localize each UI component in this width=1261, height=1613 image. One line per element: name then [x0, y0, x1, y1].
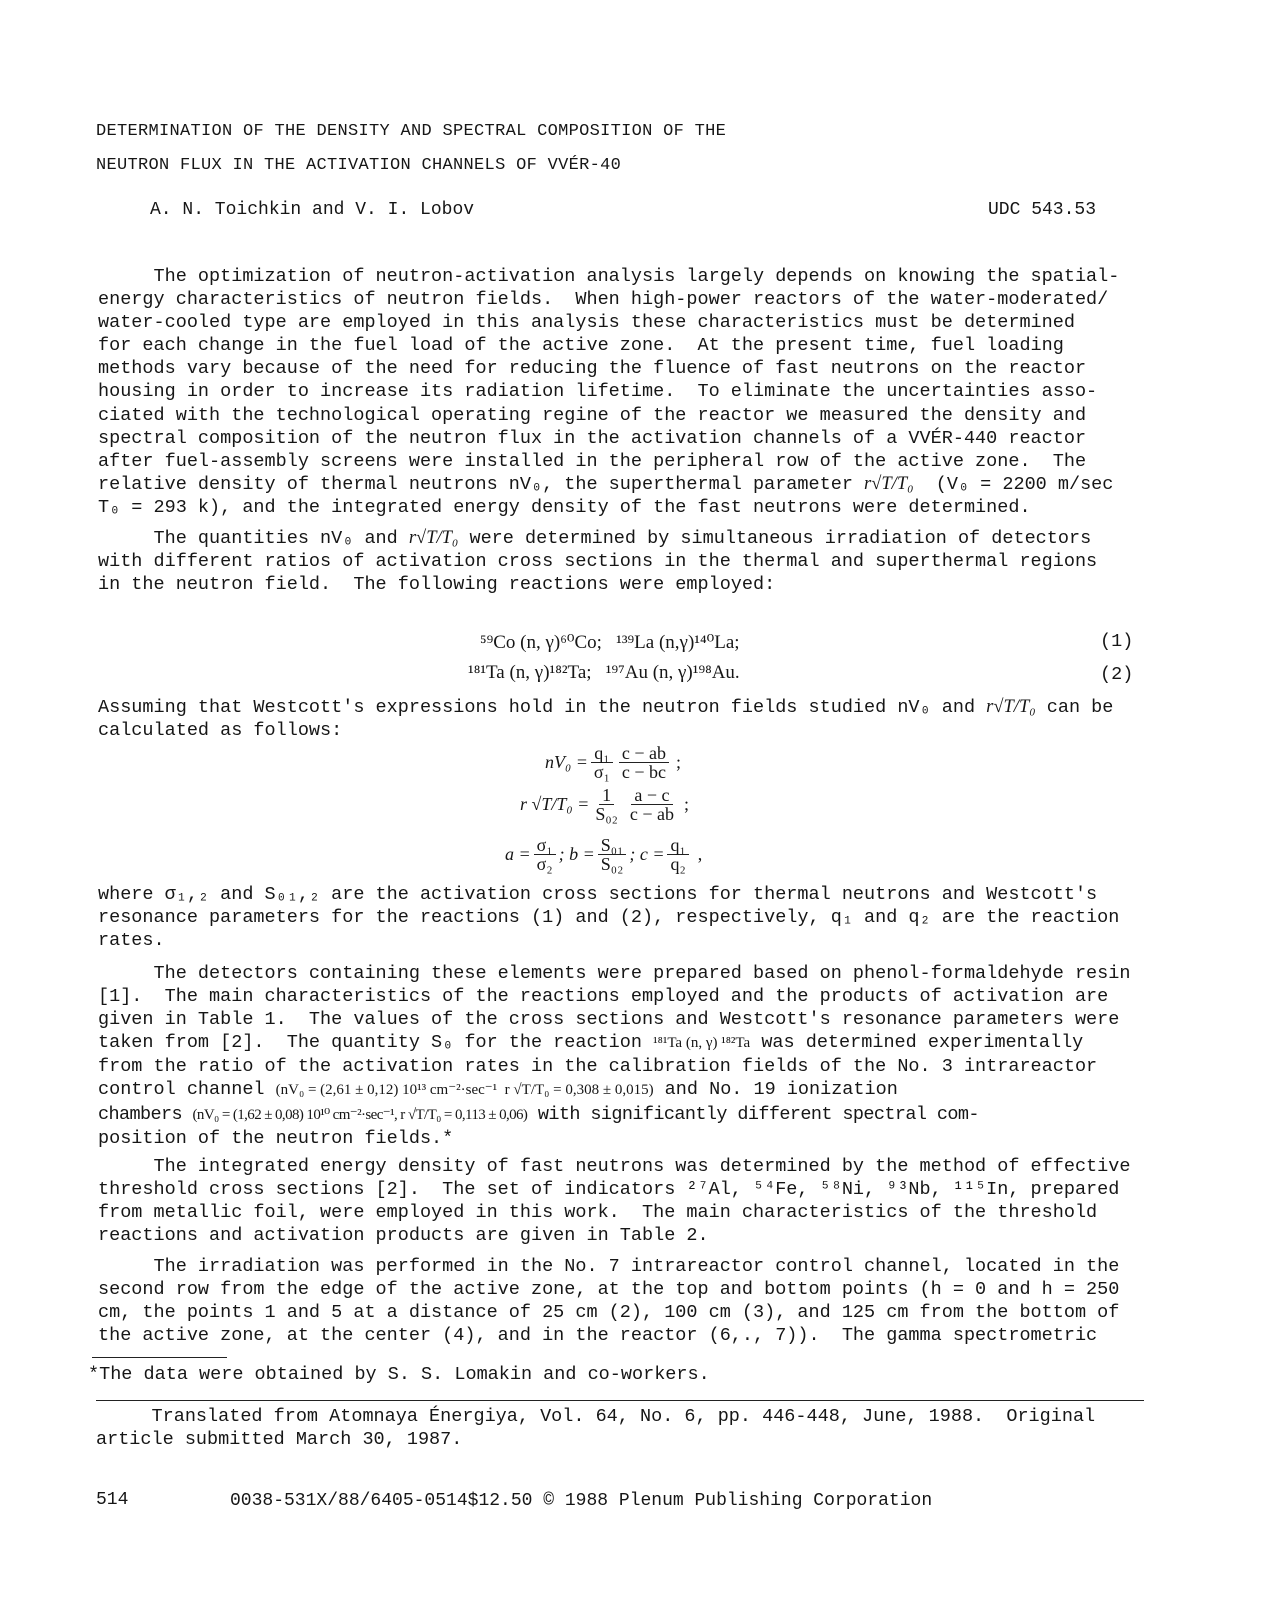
equation-definitions: a = $\frac{\text{σ₁}}{\text{σ₂}}$ ; b = $\frac{\text{S₀₁}}{\text{S₀₂}}$ ; c = $\frac{\text{q₁}}{\text{q₂}}$ ,: [505, 835, 703, 874]
footnote-divider: [92, 1357, 227, 1358]
text-line: threshold cross sections [2]. The set of indicators ²⁷Al, ⁵⁴Fe, ⁵⁸Ni, ⁹³Nb, ¹¹⁵In, prepared: [98, 1179, 1120, 1201]
translation-divider: [96, 1400, 1144, 1401]
text-line: The integrated energy density of fast neutrons was determined by the method of effective: [98, 1156, 1131, 1177]
udc-code: UDC 543.53: [988, 200, 1097, 220]
text-line: second row from the edge of the active zone, at the top and bottom points (h = 0 and h = 250: [98, 1279, 1120, 1301]
text-line: from metallic foil, were employed in this work. The main characteristics of the threshold: [98, 1202, 1098, 1224]
text-line: energy characteristics of neutron fields. When high-power reactors of the water-moderated/: [98, 289, 1109, 311]
translation-line-2: article submitted March 30, 1987.: [96, 1429, 463, 1450]
paragraph-intro: [98, 265, 1188, 519]
inline-math: r√T/T₀: [408, 528, 459, 548]
paragraph-irradiation: [98, 1255, 1188, 1347]
reaction-1: ⁵⁹Co (n, γ)⁶⁰Co; ¹³⁹La (n,γ)¹⁴⁰La;: [480, 632, 740, 653]
text-line: methods vary because of the need for reducing the fluence of fast neutrons on the reactor: [98, 358, 1087, 380]
text-line: where σ₁,₂ and S₀₁,₂ are the activation cross sections for thermal neutrons and Westcott's: [98, 884, 1098, 905]
paragraph-where: [98, 883, 1188, 952]
inline-math: r√T/T₀: [864, 473, 914, 494]
reaction-2: ¹⁸¹Ta (n, γ)¹⁸²Ta; ¹⁹⁷Au (n, γ)¹⁹⁸Au.: [468, 662, 740, 683]
text-line: Assuming that Westcott's expressions hold in the neutron fields studied nV₀ and r√T/T₀ can be: [98, 697, 1114, 718]
authors: A. N. Toichkin and V. I. Lobov: [150, 200, 475, 220]
page-number: 514: [96, 1490, 129, 1510]
text-line: The detectors containing these elements were prepared based on phenol-formaldehyde resin: [98, 963, 1131, 984]
text-line: resonance parameters for the reactions (1) and (2), respectively, q₁ and q₂ are the reaction: [98, 907, 1120, 929]
text-line: water-cooled type are employed in this analysis these characteristics must be determined: [98, 312, 1075, 334]
text-line: after fuel-assembly screens were installed in the peripheral row of the active zone. The: [98, 450, 1087, 472]
text-line: chambers (nV₀ = (1,62 ± 0,08) 10¹⁰ cm⁻²·sec⁻¹, r √T/T₀ = 0,113 ± 0,06) with significantly different spectral com-: [98, 1103, 979, 1125]
translation-note: [96, 1405, 1095, 1451]
text-line: spectral composition of the neutron flux in the activation channels of a VVÉR-440 reactor: [98, 427, 1087, 449]
text-line: T₀ = 293 k), and the integrated energy density of the fast neutrons were determined.: [98, 496, 1031, 518]
text-line: [1]. The main characteristics of the reactions employed and the products of activation are: [98, 986, 1109, 1008]
equation-superthermal: r √T/T₀ = $\frac{1}{\text{S₀₂}}$ $\frac{a - c}{c - ab}$ ;: [520, 785, 690, 824]
translation-line-1: Translated from Atomnaya Énergiya, Vol. 64, No. 6, pp. 446-448, June, 1988. Original: [96, 1406, 1096, 1427]
text-line: position of the neutron fields.*: [98, 1127, 454, 1149]
paragraph-detectors: [98, 962, 1188, 1150]
text-line: in the neutron field. The following reactions were employed:: [98, 574, 776, 596]
equation-nv0: nV₀ = $\frac{\text{q₁}}{\text{σ₁}}$ $\frac{c - ab}{c - bc}$ ;: [545, 743, 682, 782]
reaction-2-number: (2): [1100, 664, 1134, 685]
paragraph-westcott: [98, 696, 1188, 742]
text-line: given in Table 1. The values of the cross sections and Westcott's resonance parameters were: [98, 1009, 1120, 1031]
text-line: The quantities nV₀ and r√T/T₀ were determined by simultaneous irradiation of detectors: [98, 528, 1092, 549]
inline-math: ¹⁸¹Ta (n, γ) ¹⁸²Ta: [653, 1035, 751, 1052]
inline-math: r√T/T₀: [986, 697, 1036, 717]
reaction-1-number: (1): [1100, 631, 1134, 652]
text-line: The irradiation was performed in the No. 7 intrareactor control channel, located in the: [98, 1256, 1120, 1277]
text-line: housing in order to increase its radiation lifetime. To eliminate the uncertainties asso-: [98, 381, 1098, 403]
paragraph-quantities: [98, 527, 1188, 596]
text-line: control channel (nV₀ = (2,61 ± 0,12) 10¹³ cm⁻²·sec⁻¹ r √T/T₀ = 0,308 ± 0,015) and No. 19 ionization: [98, 1079, 898, 1101]
text-line: from the ratio of the activation rates in the calibration fields of the No. 3 intrareactor: [98, 1056, 1098, 1078]
text-line: for each change in the fuel load of the active zone. At the present time, fuel loading: [98, 335, 1064, 357]
text-line: taken from [2]. The quantity S₀ for the reaction ¹⁸¹Ta (n, γ) ¹⁸²Ta was determined experimentally: [98, 1032, 1084, 1054]
text-line: rates.: [98, 930, 165, 952]
inline-math: (nV₀ = (2,61 ± 0,12) 10¹³ cm⁻²·sec⁻¹ r √T/T₀ = 0,308 ± 0,015): [275, 1082, 654, 1099]
text-line: the active zone, at the center (4), and in the reactor (6,., 7)). The gamma spectrometric: [98, 1325, 1098, 1347]
article-title-line-2: NEUTRON FLUX IN THE ACTIVATION CHANNELS OF VVÉR-40: [96, 156, 622, 175]
footnote: *The data were obtained by S. S. Lomakin and co-workers.: [88, 1364, 710, 1385]
paragraph-fast-neutrons: [98, 1155, 1188, 1247]
text-line: ciated with the technological operating regine of the reactor we measured the density and: [98, 404, 1087, 426]
inline-math: (nV₀ = (1,62 ± 0,08) 10¹⁰ cm⁻²·sec⁻¹, r √T/T₀ = 0,113 ± 0,06): [192, 1106, 528, 1123]
publication-code: 0038-531X/88/6405-0514$12.50 © 1988 Plenum Publishing Corporation: [230, 1491, 933, 1511]
text-line: The optimization of neutron-activation analysis largely depends on knowing the spatial-: [98, 266, 1120, 287]
text-line: calculated as follows:: [98, 720, 343, 742]
text-line: with different ratios of activation cross sections in the thermal and superthermal regions: [98, 551, 1098, 573]
text-line: reactions and activation products are given in Table 2.: [98, 1225, 709, 1247]
text-line: relative density of thermal neutrons nV₀, the superthermal parameter r√T/T₀ (V₀ = 2200 m/sec: [98, 473, 1114, 495]
text-line: cm, the points 1 and 5 at a distance of 25 cm (2), 100 cm (3), and 125 cm from the bottom of: [98, 1302, 1120, 1324]
article-title-line-1: DETERMINATION OF THE DENSITY AND SPECTRAL COMPOSITION OF THE: [96, 122, 727, 141]
